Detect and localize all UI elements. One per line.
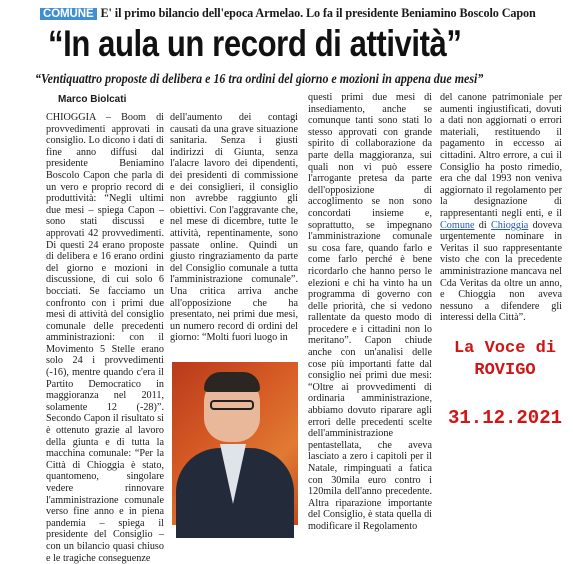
stamp-newspaper-line2: ROVIGO — [474, 361, 536, 380]
article-column-1 — [46, 112, 164, 564]
stamp-date: 31.12.2021 — [447, 407, 563, 429]
stamp-newspaper-line1: La Voce di — [453, 339, 557, 358]
photo-glasses — [210, 400, 254, 410]
subtitle: “Ventiquattro proposte di delibera e 16 tra ordini del giorno e mozioni in appena due mesi” — [35, 71, 484, 86]
article-column-3 — [308, 92, 432, 532]
section-tag: COMUNE — [40, 8, 97, 20]
source-stamp — [440, 338, 570, 430]
photo-hair — [204, 372, 260, 392]
kicker-line — [40, 4, 565, 22]
portrait-photo — [172, 362, 298, 525]
article-column-4 — [440, 92, 562, 332]
article-column-2 — [170, 112, 298, 360]
column-3-text: questi primi due mesi di insediamento, anche se comunque tanti sono stati lo stesso approvati con grande spirito di collaborazione da parte della maggioranza, sui quali non vi può essere l'arrogante pretesa da parte dell'opposizione di accoglimento se non sono concordati insieme e, soprattutto, se impegnano l'amministrazione comunale su cosa fare, quando farlo e come farlo perché è bene ricordarlo che hanno perso le elezioni e chi ha vinto ha un programma di governo con delle priorità, che si vedono rallentate da questo modo di procedere e i cittadini non lo meritano”. Capon chiude anche con un'analisi delle cose più importanti fatte dal consiglio nei primi due mesi: “Oltre ai provvedimenti di ordinaria amministrazione, abbiamo dovuto riparare agli errori delle precedenti scelte dell'amministrazione pentastellata, che aveva lasciato a zero i capitoli per il Natale, rimpinguati a fatica con 30mila euro contro i 120mila dell'anno precedente. Altra riparazione importante del Consiglio, è stata quella di modificare il Regolamento — [308, 92, 432, 532]
column-4-text-a: del canone patrimoniale per aumenti ingiustificati, dovuti a dati non aggiornati o errori materiali, restituendo il pagamento in eccesso ai cittadini. Altro errore, a cui il Consiglio ha posto rimedio, era che dal 1993 non veniva aggiornato il regolamento per la designazione di rappresentanti negli enti, e il — [440, 92, 562, 219]
column-1-text: CHIOGGIA – Boom di provvedimenti approvati in consiglio. Lo dicono i dati di fine anno diffusi dal presidente Beniamino Boscolo Capon che parla di un vero e proprio record di produttività: “Negli ultimi due mesi – spiega Capon – sono stati discussi e approvati 42 provvedimenti. Di questi 24 erano proposte di delibera e 16 erano ordini del giorno e mozioni in discussione, di cui solo 6 bocciati. Se facciamo un confronto con i primi due mesi di attività del consiglio comunale delle precedenti amministrazioni: con il Movimento 5 Stelle erano solo 24 i provvedimenti (-16), mentre quando c'era il Partito Democratico in maggioranza nel 2011, solamente 12 (-28)”. Secondo Capon il risultato si è ottenuto grazie al lavoro della giunta e di tutta la macchina comunale: “Per la Città di Chioggia è stato, quantomeno, singolare vedere rinnovare l'amministrazione comunale verso fine anno e in piena pandemia – spiega il presidente del Consiglio – con un bilancio quasi chiuso e le tragiche conseguenze — [46, 112, 164, 564]
link-chioggia[interactable]: Chioggia — [490, 219, 529, 231]
column-4-text-b: di — [474, 219, 491, 231]
kicker-text: E' il primo bilancio dell'epoca Armelao. Lo fa il presidente Beniamino Boscolo Capon — [100, 6, 536, 20]
byline: Marco Biolcati — [58, 94, 127, 105]
link-comune[interactable]: Comune — [440, 219, 475, 231]
column-4-text-c: doveva urgentemente nominare in Veritas il suo rappresentante visto che con la precedente amministrazione mancava nel Cda Veritas da oltre un anno, e Chioggia non aveva nessuno a difendere gli interessi della Città”. — [440, 219, 562, 324]
column-2-text: dell'aumento dei contagi causati da una grave situazione sanitaria. Senza i giusti indirizzi di Giunta, senza l'alacre lavoro dei dipendenti, dei presidenti di commissione e dei consiglieri, il consiglio non avrebbe raggiunto gli obiettivi. Con l'aggravante che, nel mese di dicembre, tutte le attività, repentinamente, sono passate online. Quindi un giusto ringraziamento da parte del Consiglio comunale a tutta l'amministrazione comunale”. Una critica arriva anche all'opposizione che ha presentato, nei primi due mesi, un numero record di ordini del giorno: “Molti fuori luogo in — [170, 112, 298, 344]
headline: “In aula un record di attività” — [48, 23, 462, 64]
column-4-text — [440, 92, 562, 324]
